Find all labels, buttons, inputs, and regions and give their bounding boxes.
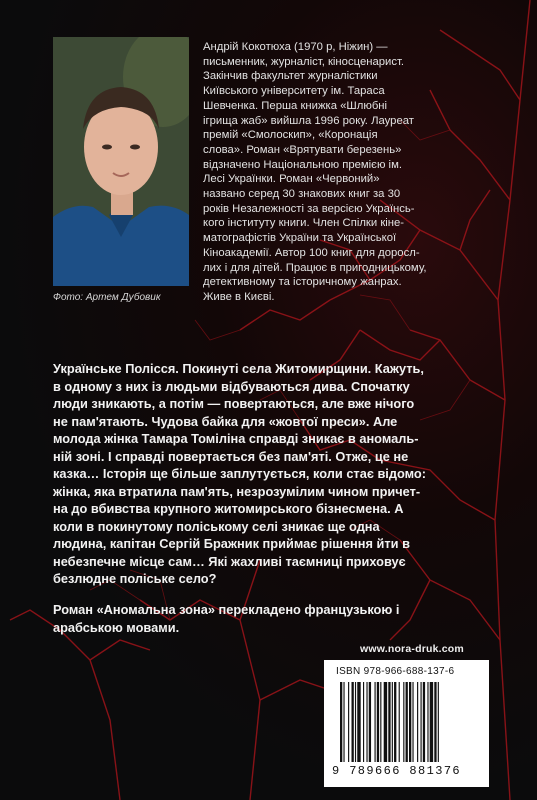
barcode-bar <box>366 682 367 762</box>
blurb-line: жінка, яка втратила пам'ять, незрозумілим чином причет- <box>53 483 421 499</box>
bio-line: кого інституту книги. Член Спілки кіне- <box>203 217 405 230</box>
barcode-bar <box>409 682 411 762</box>
bio-line: Живе в Києві. <box>203 290 275 303</box>
blurb-line: коли в покинутому поліському селі зникає ще одна <box>53 518 380 534</box>
photo-caption: Фото: Артем Дубовик <box>53 292 161 303</box>
barcode-bar <box>388 682 390 762</box>
barcode-bar <box>406 682 408 762</box>
blurb-line: безлюдне поліське село? <box>53 571 217 586</box>
barcode-bar <box>340 682 342 762</box>
author-photo <box>53 37 189 286</box>
blurb-line: казка… Історія ще більше заплутується, коли стає відомо: <box>53 466 427 481</box>
barcode-bar <box>392 682 393 762</box>
barcode-digits: 9 789666 881376 <box>332 764 462 778</box>
note-line: Роман «Аномальна зона» перекладено французькою і <box>53 602 400 617</box>
bio-line: Лесі Українки. Роман «Червоний» <box>203 173 380 186</box>
blurb-line: в одному з них із людьми відбуваються дива. Спочатку <box>53 378 410 394</box>
publisher-website[interactable]: www.nora-druk.com <box>360 643 464 655</box>
blurb-line: ній зоні. І справді повертається без пам'яті. Отже, це не <box>53 448 409 464</box>
barcode-bar <box>384 682 387 762</box>
barcode-bar <box>399 682 400 762</box>
isbn-number: ISBN 978-966-688-137-6 <box>336 666 455 677</box>
bio-line: ігрища жаб» вийшла 1996 року. Лауреат <box>203 114 414 127</box>
barcode-bar <box>423 682 425 762</box>
blurb-line: небезпечне місце сам… Які жахливі таємниці приховує <box>53 553 406 569</box>
bio-line: детективному та історичному жанрах. <box>203 276 402 289</box>
barcode-bar <box>380 682 381 762</box>
barcode-bar <box>427 682 428 762</box>
barcode <box>340 682 473 762</box>
bio-line: Андрій Кокотюха (1970 р, Ніжин) — <box>203 41 388 53</box>
barcode-bar <box>412 682 413 762</box>
barcode-panel <box>324 660 489 787</box>
blurb-line: молода жінка Тамара Томіліна справді зникає в аномаль- <box>53 431 419 446</box>
bio-line: Шевченка. Перша книжка «Шлюбні <box>203 99 388 112</box>
bio-line: Кіноакадемії. Автор 100 книг для доросл- <box>203 246 420 259</box>
bio-line: матографістів України та Української <box>203 232 397 245</box>
barcode-bar <box>430 682 433 762</box>
barcode-bar <box>352 682 354 762</box>
barcode-bar <box>377 682 379 762</box>
barcode-bar <box>421 682 422 762</box>
bio-line: Київського університету ім. Тараса <box>203 85 385 98</box>
blurb-line: люди зникають, а потім — повертаються, але вже нічого <box>53 396 415 411</box>
bio-line: лих і для дітей. Працює в пригодницькому, <box>203 261 427 274</box>
blurb-line: не пам'ятають. Чудова байка для «жовтої преси». Але <box>53 413 398 429</box>
bio-line: названо серед 30 знакових книг за 30 <box>203 188 401 201</box>
barcode-bar <box>438 682 439 762</box>
bio-line: років Незалежності за версією Українсь- <box>203 202 415 215</box>
bio-line: слова». Роман «Врятувати березень» <box>203 143 402 156</box>
barcode-bar <box>355 682 356 762</box>
blurb-line: Українське Полісся. Покинуті села Житомирщини. Кажуть, <box>53 361 424 376</box>
barcode-bar <box>375 682 376 762</box>
blurb-line: на до вбивства крупного житомирського бізнесмена. А <box>53 501 404 516</box>
barcode-bar <box>343 682 344 762</box>
blurb-line: людина, капітан Сергій Бражник приймає рішення йти в <box>53 536 410 551</box>
barcode-bar <box>363 682 364 762</box>
author-bio <box>203 40 503 305</box>
bio-line: премій «Смолоскип», «Коронація <box>203 129 378 142</box>
book-blurb <box>53 360 493 588</box>
barcode-bar <box>369 682 371 762</box>
note-line: арабською мовами. <box>53 619 180 635</box>
bio-line: Закінчив факультет журналістики <box>203 70 378 83</box>
barcode-bar <box>357 682 360 762</box>
bio-line: відзначено Національною премією ім. <box>203 158 402 171</box>
bio-line: письменник, журналіст, кіносценарист. <box>203 55 405 68</box>
translation-note <box>53 601 493 636</box>
barcode-bar <box>403 682 404 762</box>
barcode-bar <box>417 682 418 762</box>
barcode-bar <box>348 682 349 762</box>
barcode-bar <box>394 682 396 762</box>
barcode-bar <box>434 682 436 762</box>
